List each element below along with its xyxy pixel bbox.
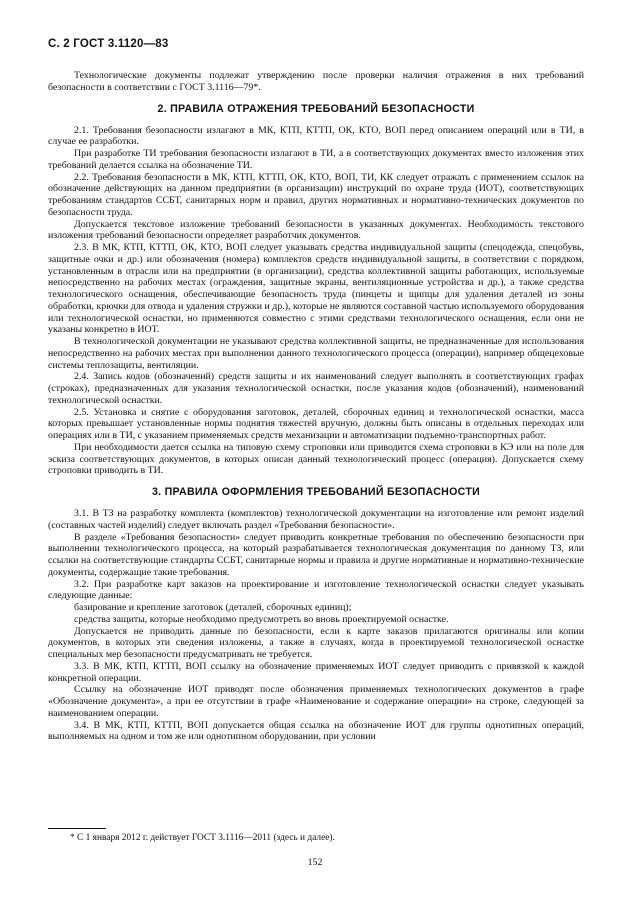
footnote-divider xyxy=(48,828,106,829)
paragraph-2-3: 2.3. В МК, КТП, КТТП, ОК, КТО, ВОП следует указывать средства индивидуальной защиты (спецодежда, спецобувь, защитные очки и др.) или обозначения (номера) комплектов средств индивидуальной защиты, в соответствии с порядком, установленным в отрасли или на предприятии (в организации), средства коллективной защиты работающих, используемые непосредственно на рабочих местах (ограждения, защитные экраны, вентиляционные устройства и др.), а также средства технологического оснащения, обеспечивающие безопасность труда (пинцеты и щипцы для удаления деталей из зоны обработки, крючки для отвода и удаления стружки и др.), которые не являются составной частью используемого оборудования или технологической оснастки, но применяются совместно с этими средствами технологического оснащения, если они не указаны конкретно в ИОТ. xyxy=(48,242,584,336)
paragraph-2-5-note: При необходимости дается ссылка на типовую схему строповки или приводится схема строповки в КЭ или на поле для эскиза соответствующих документов, в которых описан данный технологический процесс (операция). Допускается схему строповки приводить в ТИ. xyxy=(48,441,584,477)
paragraph-3-4: 3.4. В МК, КТП, КТТП, ВОП допускается общая ссылка на обозначение ИОТ для группы однотипных операций, выполняемых на одном и том же или однотипном оборудовании, при условии xyxy=(48,719,584,743)
paragraph-2-4: 2.4. Запись кодов (обозначений) средств защиты и их наименований следует выполнять в соответствующих графах (строках), предназначенных для указания технологической оснастки, после указания кодов (обозначений), наименований технологической оснастки. xyxy=(48,371,584,406)
paragraph-3-2-item-1: базирование и крепление заготовок (деталей, сборочных единиц); xyxy=(74,602,352,613)
paragraph-3-1: 3.1. В ТЗ на разработку комплекта (комплектов) технологической документации на изготовление или ремонт изделий (составных частей изделий) следует включать раздел «Требования безопасности». xyxy=(48,508,584,531)
footnote: * С 1 января 2012 г. действует ГОСТ 3.1116—2011 (здесь и далее). xyxy=(70,833,335,843)
paragraph-2-2: 2.2. Требования безопасности в МК, КТП, КТТП, ОК, КТО, ВОП, ТИ, КК следует отражать с применением ссылок на обозначение действующих на данном предприятии (в организации) инструкций по охране труда (ИОТ), соответствующих требованиям стандартов ССБТ, санитарных норм и правил, других нормативных и нормативно-технических документов по безопасности труда. xyxy=(48,171,584,218)
paragraph-2-1: 2.1. Требования безопасности излагают в МК, КТП, КТТП, ОК, КТО, ВОП перед описанием операций или в ТИ, в случае ее разработки. xyxy=(48,124,584,148)
paragraph-3-2: 3.2. При разработке карт заказов на проектирование и изготовление технологической оснастки следует указывать следующие данные: xyxy=(48,578,584,602)
paragraph-3-2-note: Допускается не приводить данные по безопасности, если к карте заказов прилагаются оригиналы или копии документов, в которых эти сведения изложены, а также в случаях, когда в проектируемой технологической оснастке специальных мер безопасности предусматривать не требуется. xyxy=(48,625,584,660)
section-3-title: 3. ПРАВИЛА ОФОРМЛЕНИЯ ТРЕБОВАНИЙ БЕЗОПАСНОСТИ xyxy=(151,486,481,498)
paragraph-2-3-note: В технологической документации не указывают средства коллективной защиты, не предназначенные для использования непосредственно на рабочих местах при выполнении данного технологического процесса (операции), например общецеховые системы теплозащиты, вентиляции. xyxy=(48,336,584,371)
intro-paragraph: Технологические документы подлежат утверждению после проверки наличия отражения в них требований безопасности в соответствии с ГОСТ 3.1116—79*. xyxy=(48,70,584,93)
paragraph-3-1-note: В разделе «Требования безопасности» следует приводить конкретные требования по обеспечению безопасности при выполнении технологического процесса, на который разрабатывается технологическая документация по данному ТЗ, или ссылки на соответствующие стандарты ССБТ, санитарные нормы и правила и другие нормативные и нормативно-технические документы, содержащие такие требования. xyxy=(48,531,584,578)
running-head: С. 2 ГОСТ 3.1120—83 xyxy=(48,38,169,50)
paragraph-3-3: 3.3. В МК, КТП, КТТП, ВОП ссылку на обозначение применяемых ИОТ следует приводить с привязкой к каждой конкретной операции. xyxy=(48,660,584,684)
page-body xyxy=(48,70,584,743)
paragraph-3-2-item-2: средства защиты, которые необходимо предусмотреть во вновь проектируемой оснастке. xyxy=(74,613,449,625)
paragraph-3-3-note: Ссылку на обозначение ИОТ приводят после обозначения применяемых технологических документов в графе «Обозначение документа», а при ее отсутствии в графе «Наименование и содержание операции» на строке, следующей за наименованием операции. xyxy=(48,684,584,719)
paragraph-2-2-note: Допускается текстовое изложение требований безопасности в указанных документах. Необходимость текстового изложения требований безопасности определяет разработчик документов. xyxy=(48,218,584,242)
page-number: 152 xyxy=(307,857,323,868)
paragraph-2-1-note: При разработке ТИ требования безопасности излагают в ТИ, а в соответствующих документах вместо изложения этих требований делается ссылка на обозначение ТИ. xyxy=(48,148,584,171)
paragraph-2-5: 2.5. Установка и снятие с оборудования заготовок, деталей, сборочных единиц и технологической оснастки, масса которых превышает установленные нормы поднятия тяжестей вручную, должны быть описаны в отдельных переходах или операциях или в ТИ, с указанием применяемых средств механизации и автоматизации подъемно-транспортных работ. xyxy=(48,406,584,441)
section-2-title: 2. ПРАВИЛА ОТРАЖЕНИЯ ТРЕБОВАНИЙ БЕЗОПАСНОСТИ xyxy=(157,102,475,115)
